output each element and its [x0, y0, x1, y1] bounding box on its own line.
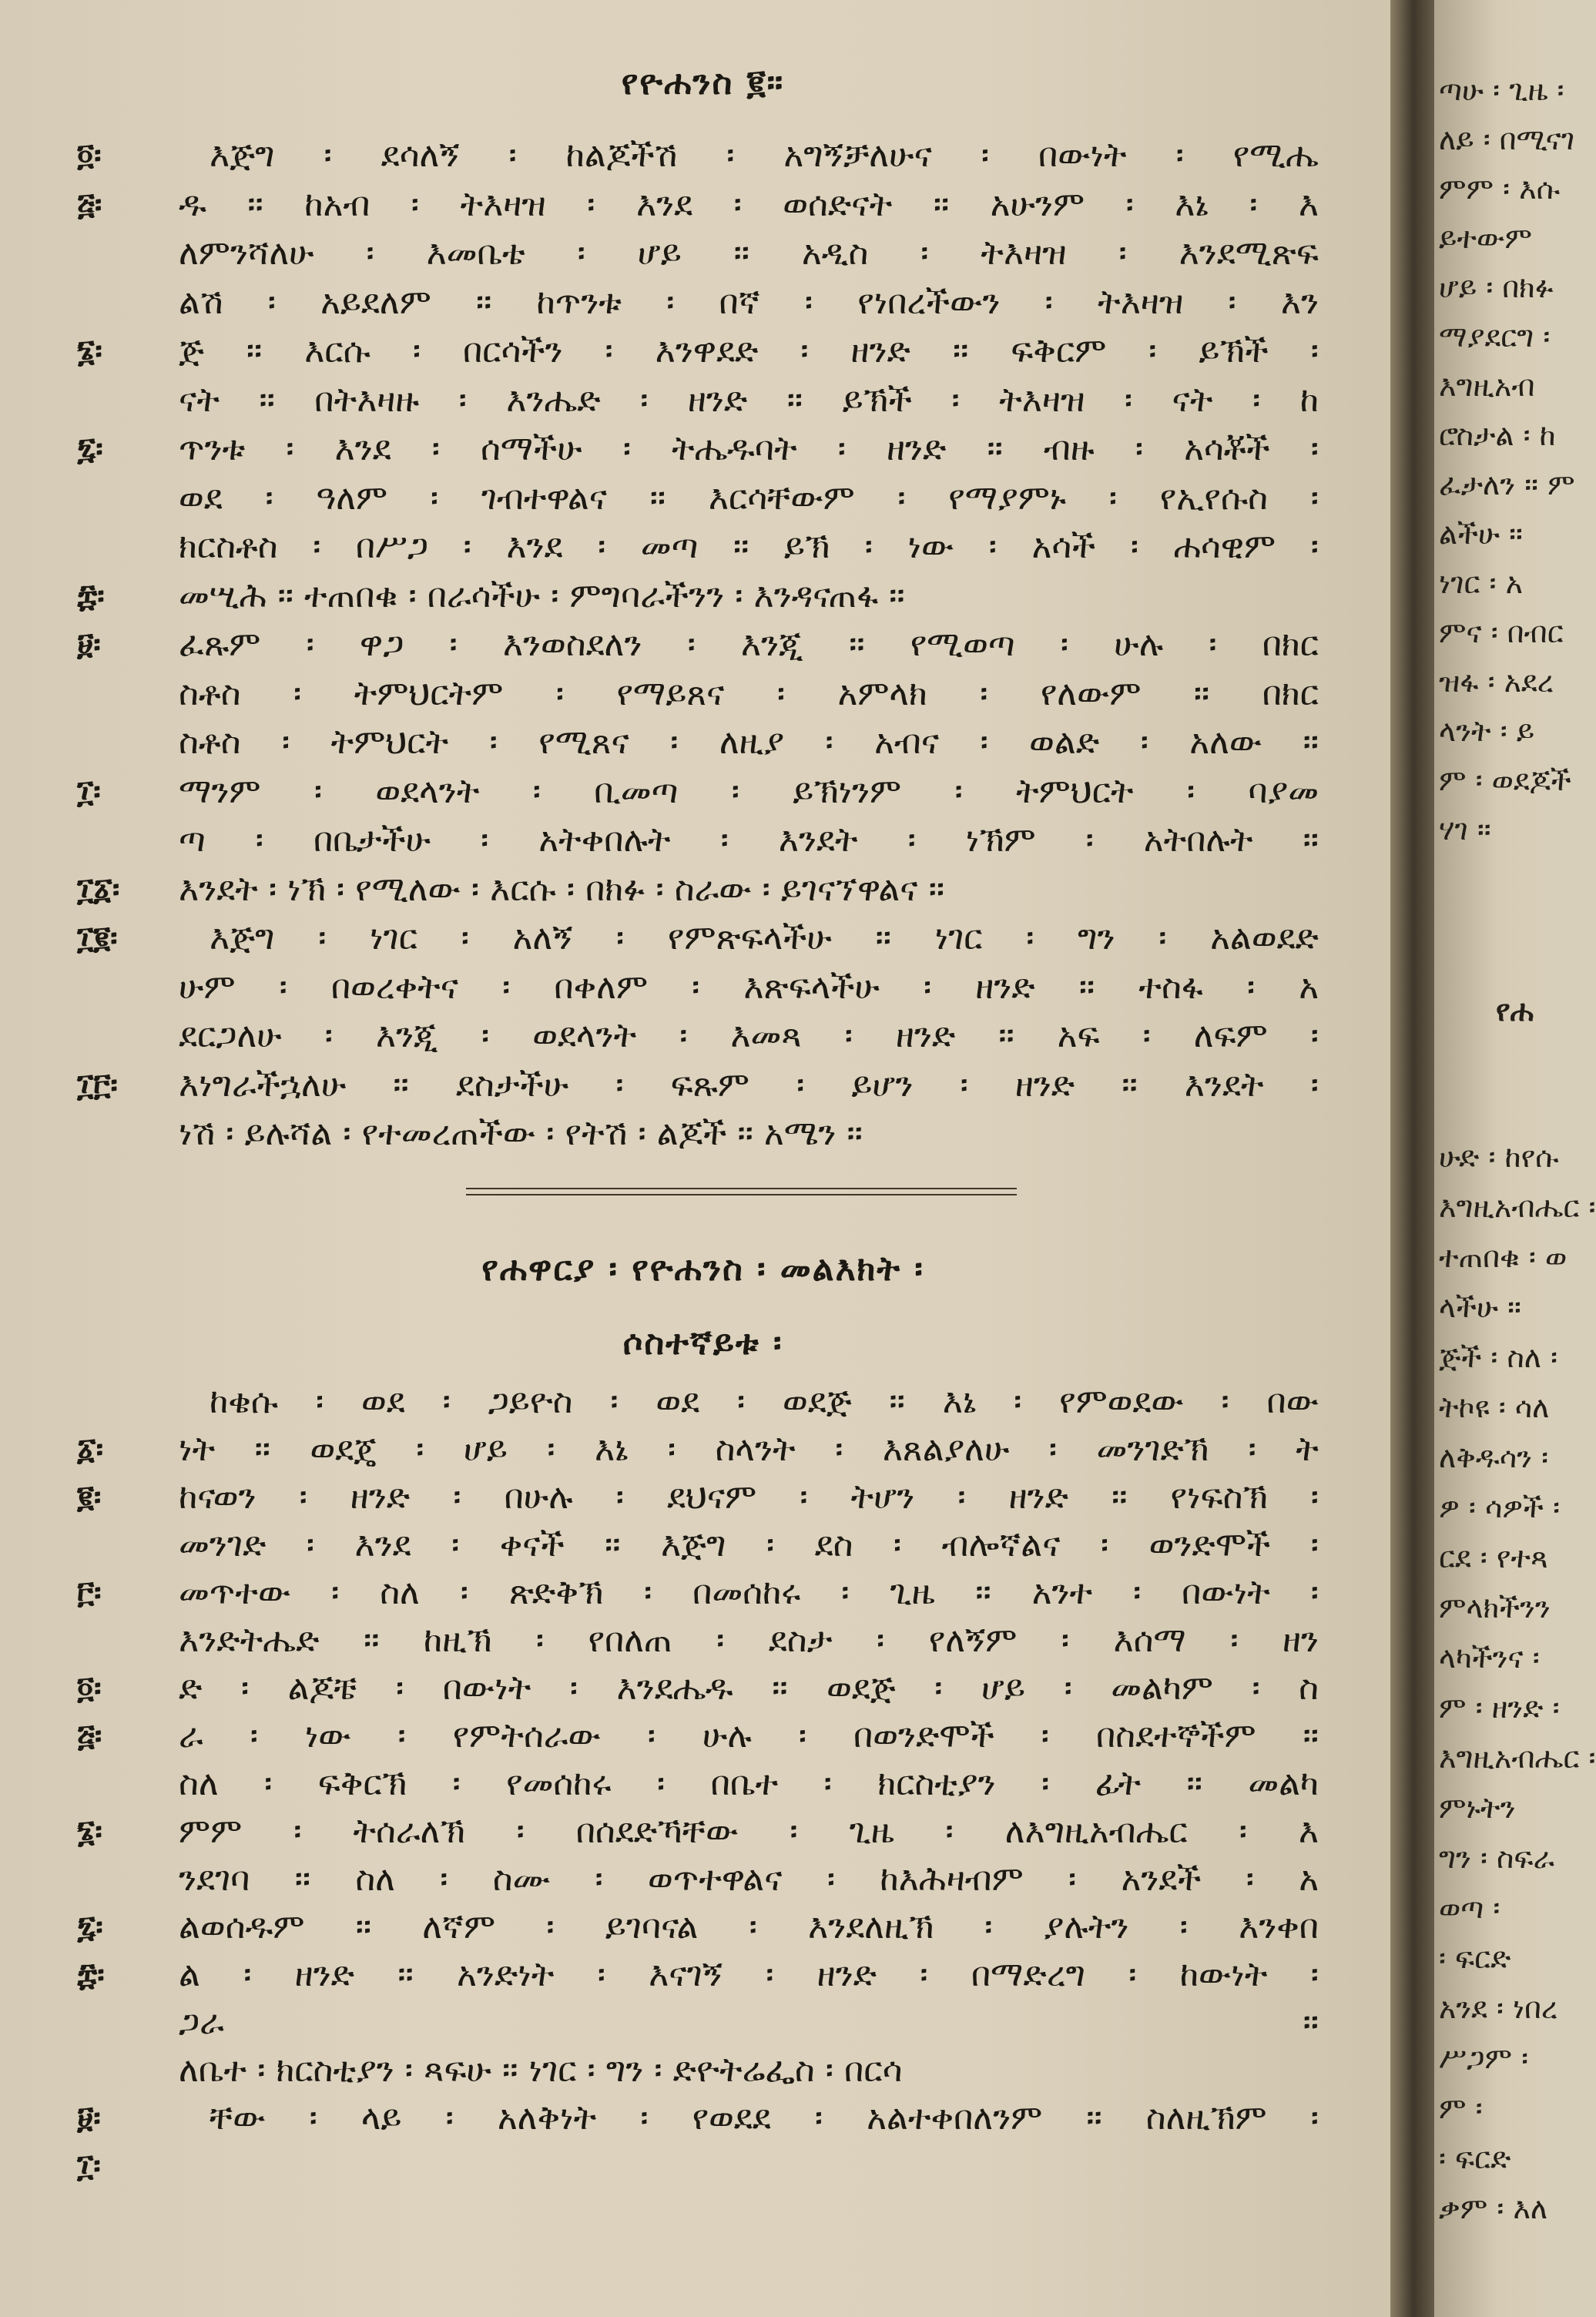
verse-number: ፰፡ — [77, 1957, 105, 1993]
facing-page-line: ጅች ፡ ስለ ፡ — [1439, 1340, 1558, 1374]
facing-page-line: ዝፋ ፡ አደረ — [1439, 665, 1554, 699]
verse-number: ፱፡ — [77, 2101, 101, 2136]
facing-page-line: ሆይ ፡ በክፉ — [1439, 270, 1554, 304]
text-line: ናት ። በትእዛዙ ፡ እንሔድ ፡ ዘንድ ። ይኽች ፡ ትእዛዝ ፡ ናት ፡ ከ — [179, 380, 1319, 420]
text-line: ነሽ ፡ ይሉሻል ፡ የተመረጠችው ፡ የትሽ ፡ ልጆች ። አሜን ። — [179, 1114, 863, 1153]
text-line: እጅግ ፡ ነገር ፡ አለኝ ፡ የምጽፍላችሁ ። ነገር ፡ ግን ፡ አልወደድ — [210, 918, 1319, 957]
facing-page-line: ለቅዱሳን ፡ — [1439, 1440, 1549, 1474]
facing-page-line: ማያደርግ ፡ — [1439, 320, 1551, 354]
facing-page-line: ሥጋም ፡ — [1439, 2041, 1529, 2075]
verse-number: ፯፡ — [77, 1910, 103, 1945]
facing-page-line: ሃገ ። — [1439, 813, 1491, 847]
text-line: መሢሕ ። ተጠበቁ ፡ በራሳችሁ ፡ ምግባራችንን ፡ እንዳናጠፋ ። — [179, 575, 905, 615]
text-line: ንደገባ ። ስለ ፡ ስሙ ፡ ወጥተዋልና ፡ ከእሕዛብም ፡ አንደች ፡ አ — [179, 1859, 1319, 1899]
text-line: ጣ ፡ በቤታችሁ ፡ አትቀበሉት ፡ እንደት ፡ ነኽም ፡ አትበሉት ። — [179, 820, 1319, 860]
facing-page-line: ልችሁ ። — [1439, 517, 1523, 551]
verse-number: ፲፪፡ — [77, 920, 118, 956]
text-line: ጅ ። እርሱ ፡ በርሳችን ፡ እንዋደድ ፡ ዘንድ ። ፍቅርም ፡ ይኽች ፡ — [179, 331, 1319, 371]
verse-number: ፭፡ — [77, 1718, 102, 1754]
facing-page-line: ላችሁ ። — [1439, 1290, 1521, 1324]
text-line: ስለ ፡ ፍቅርኽ ፡ የመሰከሩ ፡ በቤተ ፡ ክርስቲያን ፡ ፊት ። መልካ — [179, 1764, 1319, 1803]
text-line: እነግራችኋለሁ ። ደስታችሁ ፡ ፍጹም ፡ ይሆን ፡ ዘንድ ። እንደት ፡ — [179, 1065, 1319, 1105]
text-line: ለቤተ ፡ ክርስቲያን ፡ ጻፍሁ ። ነገር ፡ ግን ፡ ድዮትሬፌስ ፡ በርሳ — [179, 2050, 903, 2090]
text-line: ጥንቱ ፡ እንደ ፡ ሰማችሁ ፡ ትሔዱባት ፡ ዘንድ ። ብዙ ፡ አሳቾች ፡ — [179, 429, 1319, 468]
facing-page-line: ምም ፡ እሱ — [1439, 172, 1561, 206]
facing-page-line: ፡ ፍርድ — [1439, 1941, 1511, 1975]
facing-page-line: ወጣ ፡ — [1439, 1891, 1500, 1925]
facing-page-line: ቃም ፡ እለ — [1439, 2191, 1548, 2225]
facing-page-line: አንደ ፡ ነበረ — [1439, 1991, 1558, 2025]
facing-page-line: ለይ ፡ በሚናገ — [1439, 122, 1575, 156]
facing-page-line: ላካችንና ፡ — [1439, 1641, 1540, 1675]
text-line: ቸው ፡ ላይ ፡ አለቅነት ፡ የወደደ ፡ አልተቀበለንም ። ስለዚኽም ፡ — [210, 2098, 1319, 2138]
text-line: ወደ ፡ ዓለም ፡ ገብተዋልና ። እርሳቸውም ፡ የማያምኑ ፡ የኢየሱስ ፡ — [179, 478, 1319, 518]
facing-page-line: ግን ፡ ስፍራ — [1439, 1841, 1554, 1875]
facing-page-line: ሮስታል ፡ ከ — [1439, 418, 1556, 452]
text-line: ከቄሱ ፡ ወደ ፡ ጋይዮስ ፡ ወደ ፡ ወደጅ ። እኔ ፡ የምወደው ፡ በው — [210, 1382, 1319, 1421]
text-line: እንድትሔድ ። ከዚኽ ፡ የበለጠ ፡ ደስታ ፡ የለኝም ፡ እሰማ ፡ ዘን — [179, 1621, 1319, 1660]
text-line: ዱ ። ከአብ ፡ ትእዛዝ ፡ እንደ ፡ ወሰድናት ። አሁንም ፡ እኔ ፡ እ — [179, 184, 1319, 224]
facing-page-line: እግዚአብ — [1439, 369, 1535, 403]
facing-page-line: የሐ — [1496, 994, 1534, 1028]
facing-page-line: እግዚአብሔር ፡ — [1439, 1190, 1596, 1224]
facing-page-line: ትኮዩ ፡ ሳለ — [1439, 1390, 1550, 1424]
text-line: ምም ፡ ትሰራለኽ ፡ በሰደድኻቸው ፡ ጊዜ ፡ ለእግዚአብሔር ፡ እ — [179, 1812, 1319, 1851]
verse-number: ፬፡ — [77, 1671, 102, 1706]
text-line: ስቶስ ፡ ትምህርትም ፡ የማይጸና ፡ አምላክ ፡ የለውም ። በክር — [179, 673, 1319, 713]
facing-page-line: ፡ ፍርድ — [1439, 2141, 1511, 2175]
facing-page-line: ም ፡ — [1439, 2091, 1483, 2125]
text-line: ራ ፡ ነው ፡ የምትሰራው ፡ ሁሉ ፡ በወንድሞች ፡ በስደተኞችም ። — [179, 1716, 1319, 1755]
text-line: ልወሰዱም ። ለኛም ፡ ይገባናል ፡ እንደለዚኽ ፡ ያሉትን ፡ እንቀበ — [179, 1907, 1319, 1946]
facing-page-line: ላንት ፡ ይ — [1439, 714, 1535, 748]
verse-number: ፮፡ — [77, 334, 102, 369]
verse-number: ፭፡ — [77, 186, 102, 223]
book-gutter — [1390, 0, 1437, 2317]
facing-page-line: ምላክችንን — [1439, 1591, 1551, 1625]
facing-page-line: ምና ፡ በብር — [1439, 615, 1564, 649]
text-line: ሁም ፡ በወረቀትና ፡ በቀለም ፡ እጽፍላችሁ ፡ ዘንድ ። ተስፋ ፡ አ — [179, 967, 1319, 1007]
facing-page — [1434, 0, 1596, 2317]
text-line: እጅግ ፡ ደሳለኝ ፡ ከልጆችሽ ፡ አግኝቻለሁና ፡ በውነት ፡ የሚሔ — [210, 136, 1319, 175]
facing-page-line: ርደ ፡ የተጻ — [1439, 1541, 1548, 1574]
text-line: ማንም ፡ ወደላንት ፡ ቢመጣ ፡ ይኽነንም ፡ ትምህርት ፡ ባያመ — [179, 771, 1319, 811]
text-line: ፈጹም ፡ ዋጋ ፡ እንወስደለን ፡ እንጂ ። የሚወጣ ፡ ሁሉ ፡ በክር — [179, 625, 1319, 664]
verse-number: ፲፡ — [77, 2148, 101, 2184]
running-head: የዮሐንስ ፪። — [621, 63, 785, 102]
section-title: የሐዋርያ ፡ የዮሐንስ ፡ መልእክት ፡ — [481, 1249, 924, 1289]
section-subtitle: ሶስተኛይቱ ፡ — [622, 1323, 783, 1363]
text-line: ክርስቶስ ፡ በሥጋ ፡ እንደ ፡ መጣ ። ይኽ ፡ ነው ፡ አሳች ፡ ሐሳዊም ፡ — [179, 527, 1319, 566]
verse-number: ፯፡ — [77, 431, 103, 467]
facing-page-line: ም ፡ ወደጆች — [1439, 763, 1571, 797]
text-line: ደርጋለሁ ፡ እንጂ ፡ ወደላንት ፡ እመጻ ፡ ዘንድ ። አፍ ፡ ለፍም ፡ — [179, 1016, 1319, 1055]
facing-page-line: ዎ ፡ ሳዎች ፡ — [1439, 1490, 1561, 1524]
text-line: ል ፡ ዘንድ ። አንድነት ፡ እናገኝ ፡ ዘንድ ፡ በማድረግ ፡ ከውነት ፡ — [179, 1955, 1319, 1994]
facing-page-line: እግዚአብሔር ፡ — [1439, 1741, 1596, 1775]
facing-page-line: ምኑትን — [1439, 1791, 1516, 1825]
facing-page-line: ይተውም — [1439, 221, 1532, 255]
text-line: ከናወን ፡ ዘንድ ፡ በሁሉ ፡ ደህናም ፡ ትሆን ፡ ዘንድ ። የነፍስኽ ፡ — [179, 1477, 1319, 1517]
facing-page-line: ተጠበቁ ፡ ወ — [1439, 1240, 1568, 1274]
verse-number: ፫፡ — [77, 1575, 102, 1611]
verse-number: ፲፫፡ — [77, 1067, 118, 1103]
text-line: ጋራ ። — [179, 2003, 1319, 2042]
facing-page-line: ፈታለን ። ም — [1439, 468, 1575, 501]
text-line: ድ ፡ ልጆቼ ፡ በውነት ፡ እንደሔዱ ። ወደጅ ፡ ሆይ ፡ መልካም ፡ ስ — [179, 1668, 1319, 1708]
facing-page-line: ሁድ ፡ ከየሱ — [1439, 1140, 1559, 1174]
facing-page-line: ነገር ፡ አ — [1439, 566, 1523, 600]
facing-page-line: ጣሁ ፡ ጊዜ ፡ — [1439, 73, 1564, 107]
verse-number: ፲፩፡ — [77, 871, 120, 907]
facing-page-line: ም ፡ ዘንድ ፡ — [1439, 1691, 1560, 1725]
text-line: ስቶስ ፡ ትምህርት ፡ የሚጸና ፡ ለዚያ ፡ አብና ፡ ወልድ ፡ አለው ። — [179, 723, 1319, 762]
text-line: ልሽ ፡ አይደለም ። ከጥንቱ ፡ በኛ ፡ የነበረችውን ፡ ትእዛዝ ፡ እን — [179, 282, 1319, 322]
text-line: መጥተው ፡ ስለ ፡ ጽድቅኽ ፡ በመሰከሩ ፡ ጊዜ ። አንተ ፡ በውነት ፡ — [179, 1573, 1319, 1612]
text-line: ነት ። ወደጄ ፡ ሆይ ፡ እኔ ፡ ስላንት ፡ እጸልያለሁ ፡ መንገድኽ ፡ ት — [179, 1430, 1319, 1469]
verse-number: ፩፡ — [77, 1432, 104, 1467]
verse-number: ፮፡ — [77, 1814, 102, 1849]
verse-number: ፪፡ — [77, 1480, 102, 1515]
text-line: ለምንሻለሁ ፡ እመቤቴ ፡ ሆይ ። አዲስ ፡ ትእዛዝ ፡ እንደሚጽፍ — [179, 233, 1319, 273]
section-divider — [466, 1188, 1017, 1195]
verse-number: ፲፡ — [77, 773, 101, 810]
verse-number: ፰፡ — [77, 578, 105, 614]
verse-number: ፬፡ — [77, 138, 102, 173]
text-line: መንገድ ፡ እንደ ፡ ቀናች ። እጅግ ፡ ደስ ፡ ብሎኛልና ፡ ወንድሞች ፡ — [179, 1525, 1319, 1564]
text-line: እንደት ፡ ነኽ ፡ የሚለው ፡ እርሱ ፡ በክፉ ፡ ስራው ፡ ይገናኘዋልና ። — [179, 869, 945, 909]
verse-number: ፱፡ — [77, 627, 101, 662]
